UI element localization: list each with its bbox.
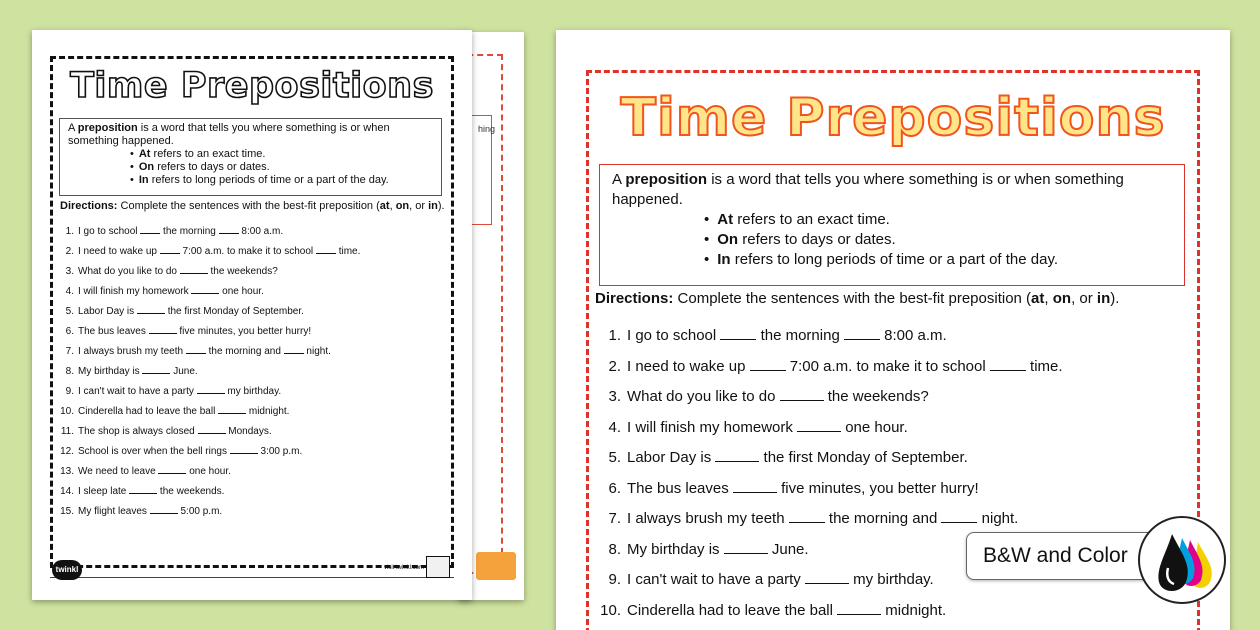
answer-blank[interactable]: [837, 603, 881, 615]
answer-blank[interactable]: [990, 359, 1026, 371]
question-text: The bus leaves: [78, 326, 149, 337]
question-text: What do you like to do: [627, 388, 780, 405]
back-page-text: hing: [478, 124, 496, 134]
answer-blank[interactable]: [218, 402, 246, 414]
question-text: Cinderella had to leave the ball: [78, 406, 219, 417]
answer-blank[interactable]: [724, 542, 768, 554]
bw-page-title: Time Prepositions: [70, 66, 434, 106]
answer-blank[interactable]: [316, 242, 336, 254]
question-number: 12.: [60, 446, 74, 457]
question-text: the morning and: [824, 510, 942, 527]
question-text: 8:00 a.m.: [879, 327, 947, 344]
bw-question-14: [60, 482, 360, 502]
bw-footer-divider: [50, 577, 454, 578]
question-text: We need to leave: [78, 466, 159, 477]
bw-question-list: [60, 222, 360, 522]
question-number: 9.: [65, 386, 74, 397]
color-bullet-list: [704, 210, 1172, 270]
question-text: the weekends?: [823, 388, 929, 405]
answer-blank[interactable]: [230, 442, 258, 454]
question-number: 5.: [65, 306, 74, 317]
answer-blank[interactable]: [750, 359, 786, 371]
bw-question-1: [60, 222, 360, 242]
answer-blank[interactable]: [191, 282, 219, 294]
question-text: one hour.: [219, 286, 264, 297]
question-text: time.: [335, 246, 361, 257]
question-text: My birthday is: [627, 540, 724, 558]
answer-blank[interactable]: [142, 362, 170, 374]
bw-question-3: [60, 262, 360, 282]
question-text: I go to school: [78, 226, 141, 237]
answer-blank[interactable]: [198, 422, 226, 434]
bw-question-11: [60, 422, 360, 442]
bw-question-6: [60, 322, 360, 342]
answer-blank[interactable]: [129, 482, 157, 494]
question-number: 10.: [60, 406, 74, 417]
answer-blank[interactable]: [186, 342, 206, 354]
question-number: 5.: [608, 449, 621, 466]
color-question-1: [599, 326, 1063, 357]
question-number: 2.: [608, 357, 621, 375]
bw-footer-url: visit twinkl.com: [384, 565, 425, 571]
answer-blank[interactable]: [780, 389, 824, 401]
question-text: June.: [170, 366, 198, 377]
color-question-10: [599, 601, 1063, 630]
question-text: I can't wait to have a party: [78, 386, 197, 397]
question-number: 14.: [60, 486, 74, 497]
question-number: 4.: [65, 286, 74, 297]
answer-blank[interactable]: [180, 262, 208, 274]
answer-blank[interactable]: [805, 572, 849, 584]
color-bullet-in: • In refers to long periods of time or a part of the day.: [704, 250, 1172, 270]
question-text: Mondays.: [225, 426, 272, 437]
question-text: 5:00 p.m.: [177, 506, 223, 517]
bw-bullet-in: • In refers to long periods of time or a part of the day.: [130, 174, 433, 187]
question-number: 8.: [65, 366, 74, 377]
question-number: 1.: [608, 327, 621, 344]
question-text: 3:00 p.m.: [257, 446, 303, 457]
color-definition-text: A preposition is a word that tells you where something is or when something happened.: [612, 171, 1124, 208]
question-number: 10.: [600, 601, 621, 619]
question-text: the morning: [756, 327, 844, 344]
bw-bullet-list: [130, 148, 433, 187]
question-text: night.: [977, 510, 1019, 527]
question-text: midnight.: [881, 601, 947, 619]
ink-drops-svg: [1146, 524, 1222, 600]
question-text: the weekends?: [207, 266, 278, 277]
badge-label: B&W and Color: [966, 532, 1176, 580]
question-number: 1.: [65, 226, 74, 237]
answer-blank[interactable]: [733, 481, 777, 493]
back-page-logo: [476, 552, 516, 580]
question-text: I need to wake up: [627, 357, 750, 375]
question-text: the first Monday of September.: [759, 449, 968, 466]
bw-and-color-badge: [966, 516, 1260, 596]
answer-blank[interactable]: [150, 502, 178, 514]
bw-question-8: [60, 362, 360, 382]
bw-directions: Directions: Complete the sentences with the best-fit preposition (at, on, or in).: [60, 200, 445, 212]
answer-blank[interactable]: [284, 342, 304, 354]
question-number: 9.: [608, 571, 621, 588]
question-text: one hour.: [841, 418, 908, 436]
answer-blank[interactable]: [789, 511, 825, 523]
question-text: the first Monday of September.: [164, 306, 304, 317]
question-number: 2.: [65, 246, 74, 257]
question-text: School is over when the bell rings: [78, 446, 230, 457]
question-text: midnight.: [246, 406, 290, 417]
color-definition-box: [599, 164, 1185, 286]
question-number: 3.: [65, 266, 74, 277]
question-text: I always brush my teeth: [627, 510, 789, 527]
bw-footer-badge: [426, 556, 450, 578]
bw-question-13: [60, 462, 360, 482]
color-question-3: [599, 387, 1063, 418]
question-text: The bus leaves: [627, 479, 733, 497]
question-number: 3.: [608, 388, 621, 405]
answer-blank[interactable]: [844, 328, 880, 340]
bw-question-9: [60, 382, 360, 402]
color-question-6: [599, 479, 1063, 510]
question-text: I will finish my homework: [78, 286, 192, 297]
question-text: 8:00 a.m.: [238, 226, 284, 237]
bw-definition-text: A preposition is a word that tells you where something is or when something happened.: [68, 122, 390, 147]
color-page-title: Time Prepositions: [620, 88, 1166, 148]
question-number: 15.: [60, 506, 74, 517]
question-text: the morning and: [205, 346, 284, 357]
answer-blank[interactable]: [160, 242, 180, 254]
question-text: I can't wait to have a party: [627, 571, 805, 588]
question-text: my birthday.: [224, 386, 282, 397]
question-text: I go to school: [627, 327, 721, 344]
question-text: Labor Day is: [627, 449, 716, 466]
bw-question-12: [60, 442, 360, 462]
answer-blank[interactable]: [720, 328, 756, 340]
question-number: 7.: [608, 510, 621, 527]
question-text: What do you like to do: [78, 266, 180, 277]
question-number: 6.: [65, 326, 74, 337]
bw-bullet-at: • At refers to an exact time.: [130, 148, 433, 161]
answer-blank[interactable]: [137, 302, 165, 314]
answer-blank[interactable]: [797, 420, 841, 432]
color-directions: Directions: Complete the sentences with the best-fit preposition (at, on, or in).: [595, 290, 1120, 307]
question-text: Labor Day is: [78, 306, 137, 317]
question-text: my birthday.: [848, 571, 934, 588]
question-text: I will finish my homework: [627, 418, 798, 436]
bw-question-7: [60, 342, 360, 362]
question-text: June.: [767, 540, 809, 558]
bw-definition-box: [59, 118, 442, 196]
bw-question-2: [60, 242, 360, 262]
ink-drops-icon: [1138, 516, 1226, 604]
answer-blank[interactable]: [715, 450, 759, 462]
answer-blank[interactable]: [158, 462, 186, 474]
color-bullet-at: • At refers to an exact time.: [704, 210, 1172, 230]
bw-question-5: [60, 302, 360, 322]
question-text: five minutes, you better hurry!: [776, 479, 979, 497]
question-number: 11.: [60, 426, 74, 437]
question-text: five minutes, you better hurry!: [176, 326, 312, 337]
bw-bullet-on: • On refers to days or dates.: [130, 161, 433, 174]
bw-question-10: [60, 402, 360, 422]
question-text: I need to wake up: [78, 246, 160, 257]
question-text: night.: [303, 346, 331, 357]
question-text: Cinderella had to leave the ball: [627, 601, 838, 619]
answer-blank[interactable]: [140, 222, 160, 234]
color-question-4: [599, 418, 1063, 449]
question-text: 7:00 a.m. to make it to school: [179, 246, 316, 257]
color-bullet-on: • On refers to days or dates.: [704, 230, 1172, 250]
question-number: 6.: [608, 479, 621, 497]
worksheet-bw-page: [32, 30, 472, 600]
question-text: the morning: [160, 226, 219, 237]
answer-blank[interactable]: [197, 382, 225, 394]
question-text: time.: [1025, 357, 1063, 375]
question-text: The shop is always closed: [78, 426, 198, 437]
answer-blank[interactable]: [149, 322, 177, 334]
color-question-2: [599, 357, 1063, 388]
question-text: My flight leaves: [78, 506, 150, 517]
bw-twinkl-logo: twinkl: [52, 560, 82, 580]
question-text: 7:00 a.m. to make it to school: [785, 357, 990, 375]
bw-question-4: [60, 282, 360, 302]
question-number: 4.: [608, 418, 621, 436]
color-question-5: [599, 448, 1063, 479]
bw-question-15: [60, 502, 360, 522]
question-text: My birthday is: [78, 366, 143, 377]
question-text: I sleep late: [78, 486, 130, 497]
answer-blank[interactable]: [219, 222, 239, 234]
question-number: 13.: [60, 466, 74, 477]
question-text: the weekends.: [157, 486, 225, 497]
question-number: 7.: [65, 346, 74, 357]
question-text: one hour.: [186, 466, 231, 477]
question-number: 8.: [608, 540, 621, 558]
question-text: I always brush my teeth: [78, 346, 186, 357]
